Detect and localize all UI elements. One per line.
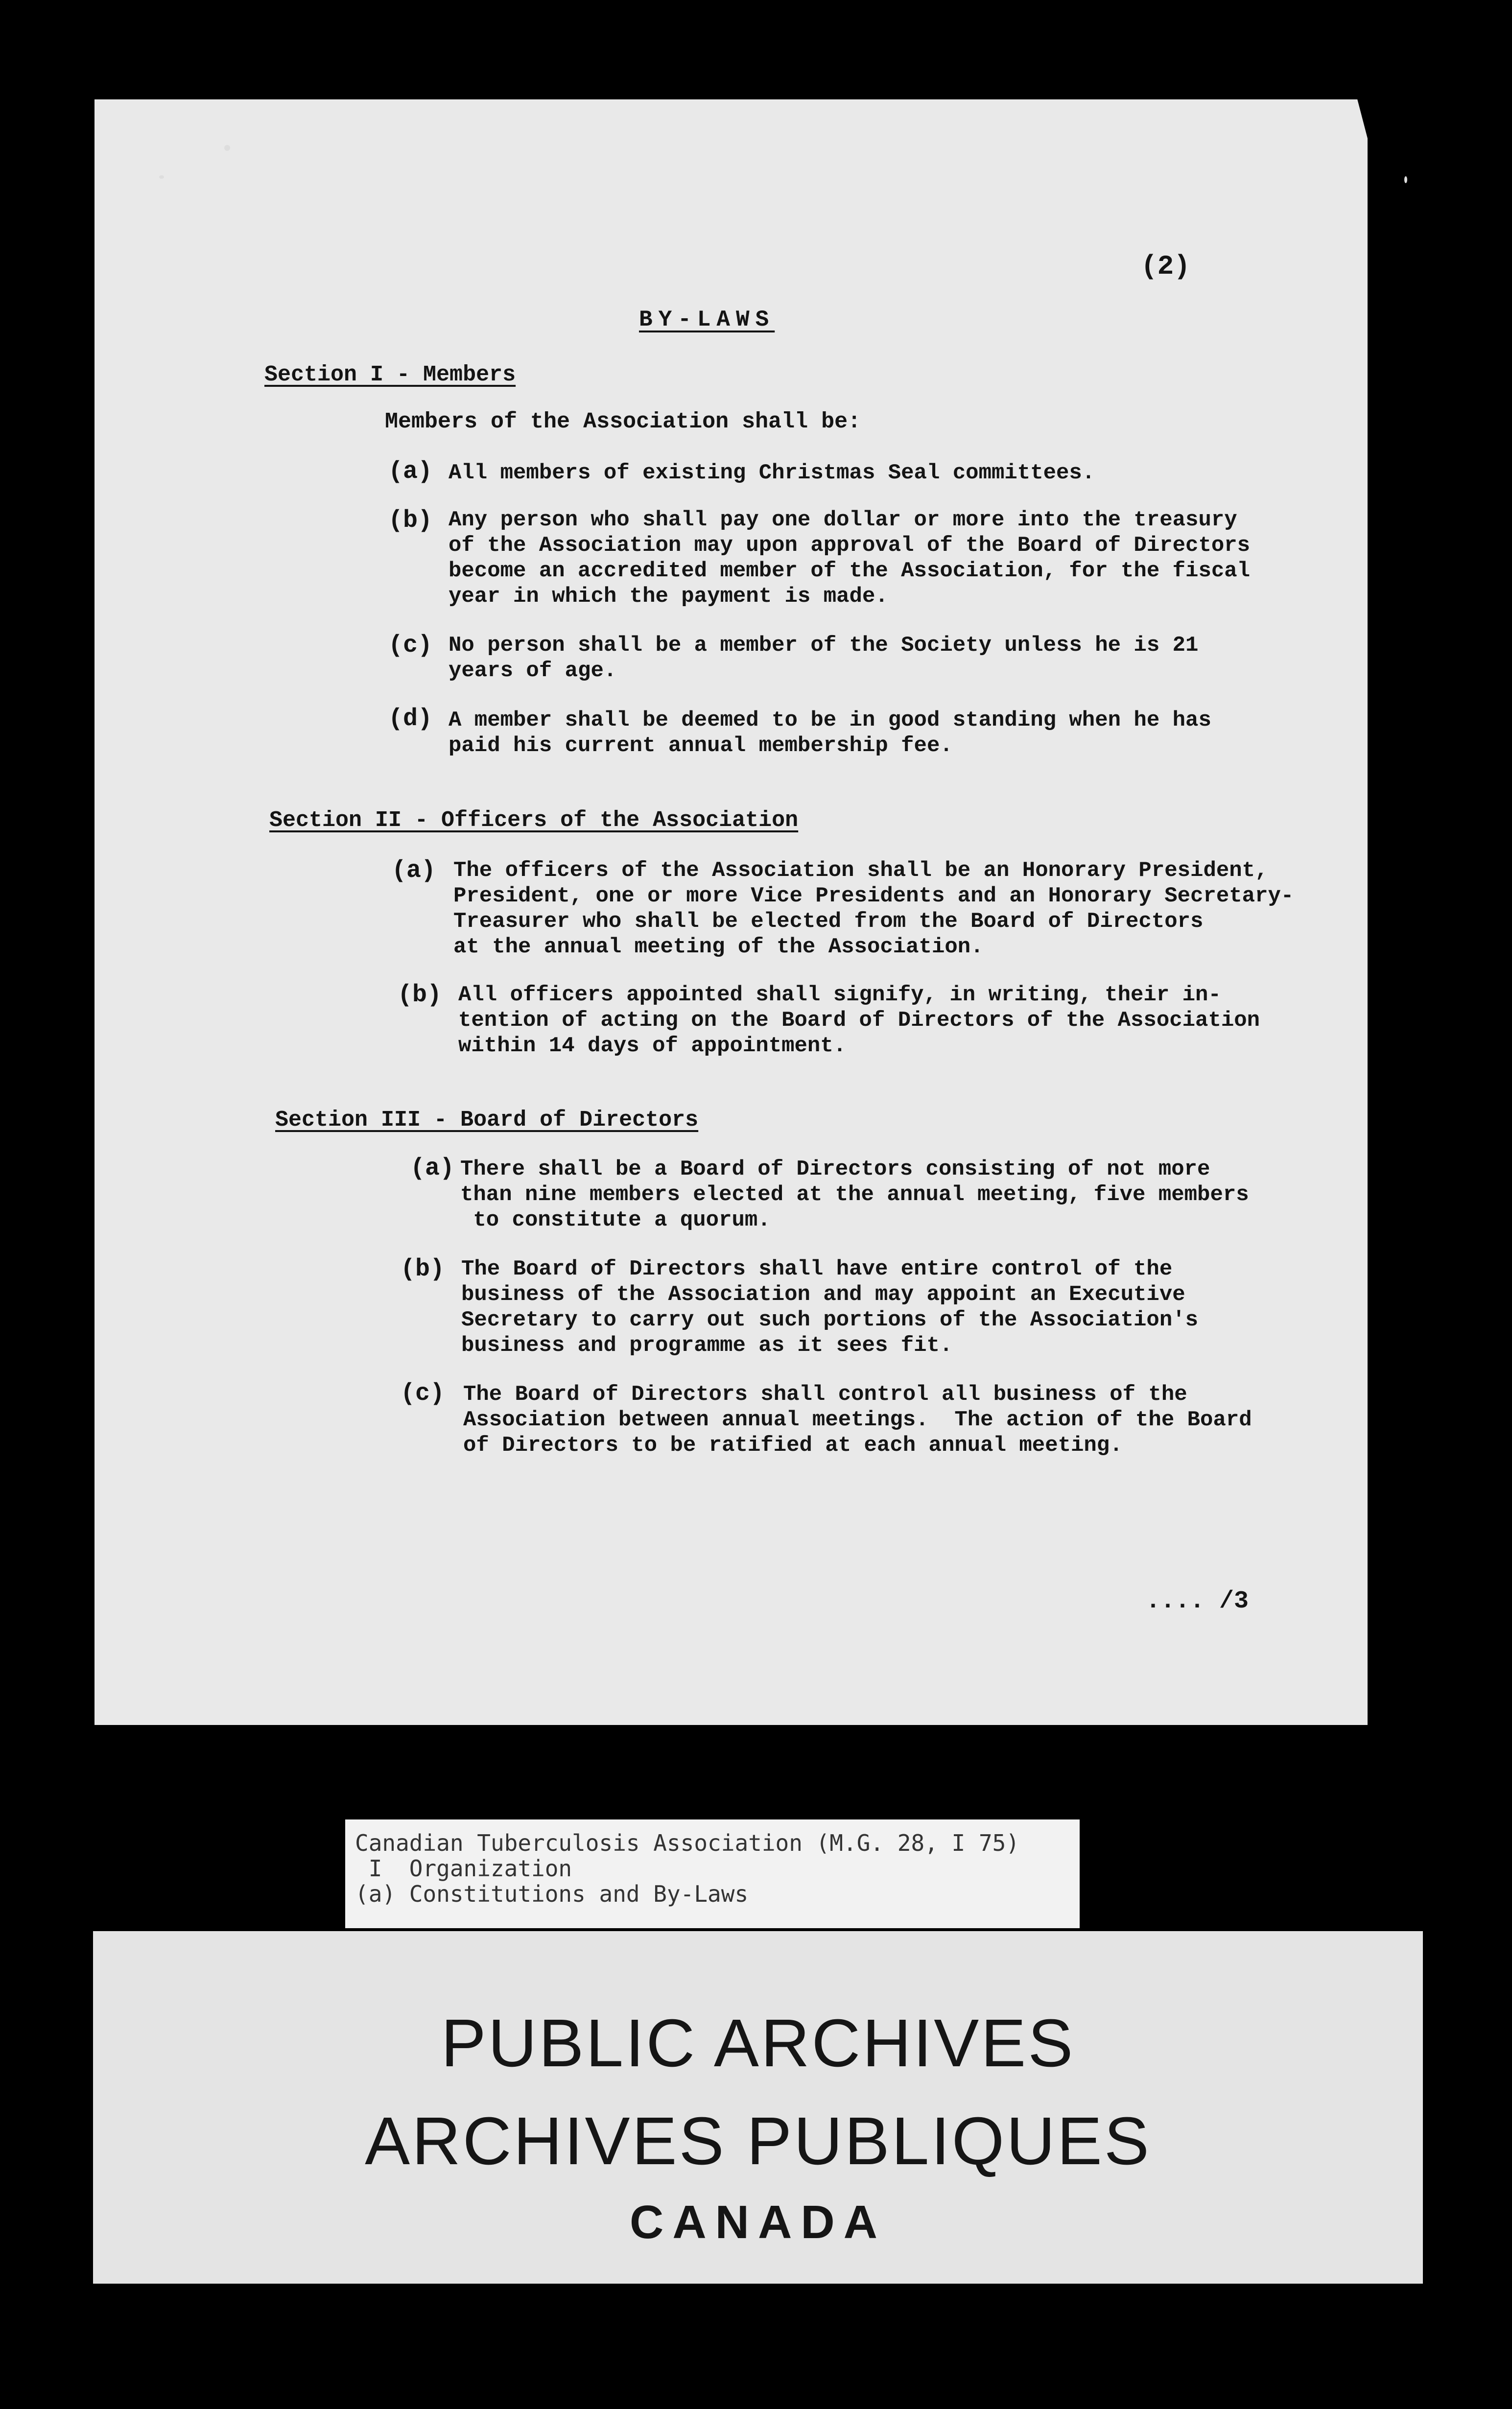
archive-banner-english: PUBLIC ARCHIVES	[441, 2006, 1075, 2081]
reference-line: (a) Constitutions and By-Laws	[355, 1881, 749, 1907]
dust-speck	[159, 175, 164, 179]
continued-marker: .... /3	[1146, 1587, 1249, 1615]
document-title: BY-LAWS	[639, 307, 775, 332]
reference-line: Canadian Tuberculosis Association (M.G. 28, I 75)	[355, 1830, 1020, 1856]
item-text: The Board of Directors shall control all business of the Association between annual meetings. The action of the Board of Directors to be ratified at each annual meeting.	[463, 1382, 1252, 1458]
item-label: (c)	[401, 1380, 445, 1408]
item-label: (b)	[388, 507, 433, 535]
item-label: (c)	[388, 632, 433, 660]
item-text: Any person who shall pay one dollar or more into the treasury of the Association may upon approval of the Board of Directors become an accredited member of the Association, for the fiscal year in which the payment is made.	[449, 508, 1251, 609]
archive-banner-country: CANADA	[630, 2196, 886, 2248]
item-text: No person shall be a member of the Society unless he is 21 years of age.	[449, 633, 1199, 683]
item-text: All members of existing Christmas Seal committees.	[449, 461, 1095, 485]
item-label: (b)	[398, 981, 442, 1009]
archive-reference-label	[345, 1819, 1080, 1928]
section-heading-board: Section III - Board of Directors	[275, 1108, 699, 1133]
section-heading-members: Section I - Members	[264, 362, 516, 387]
archive-banner-french: ARCHIVES PUBLIQUES	[365, 2103, 1151, 2179]
reference-line: I Organization	[355, 1855, 572, 1882]
dust-speck	[1404, 176, 1407, 183]
item-label: (a)	[388, 458, 433, 486]
archive-banner	[93, 1931, 1423, 2284]
item-label: (a)	[410, 1155, 455, 1182]
members-intro: Members of the Association shall be:	[385, 409, 861, 434]
item-label: (b)	[401, 1255, 445, 1283]
item-text: All officers appointed shall signify, in writing, their in- tention of acting on the Board of Directors of the Association within 14 days of appointment.	[458, 983, 1260, 1058]
section-heading-officers: Section II - Officers of the Association	[269, 808, 799, 833]
item-label: (d)	[388, 705, 433, 733]
item-text: There shall be a Board of Directors consisting of not more than nine members elected at the annual meeting, five members to constitute a quorum.	[460, 1157, 1249, 1232]
item-label: (a)	[392, 857, 436, 885]
item-text: The officers of the Association shall be an Honorary President, President, one or more Vice Presidents and an Honorary Secretary- Treasurer who shall be elected from the Board of Directors at the annual meeting of the Association.	[453, 858, 1294, 959]
item-text: The Board of Directors shall have entire control of the business of the Association and may appoint an Executive Secretary to carry out such portions of the Association's business and programme as it sees fit.	[461, 1257, 1199, 1358]
item-text: A member shall be deemed to be in good standing when he has paid his current annual membership fee.	[449, 708, 1211, 758]
dust-speck	[224, 145, 230, 151]
page-number: (2)	[1141, 251, 1190, 282]
